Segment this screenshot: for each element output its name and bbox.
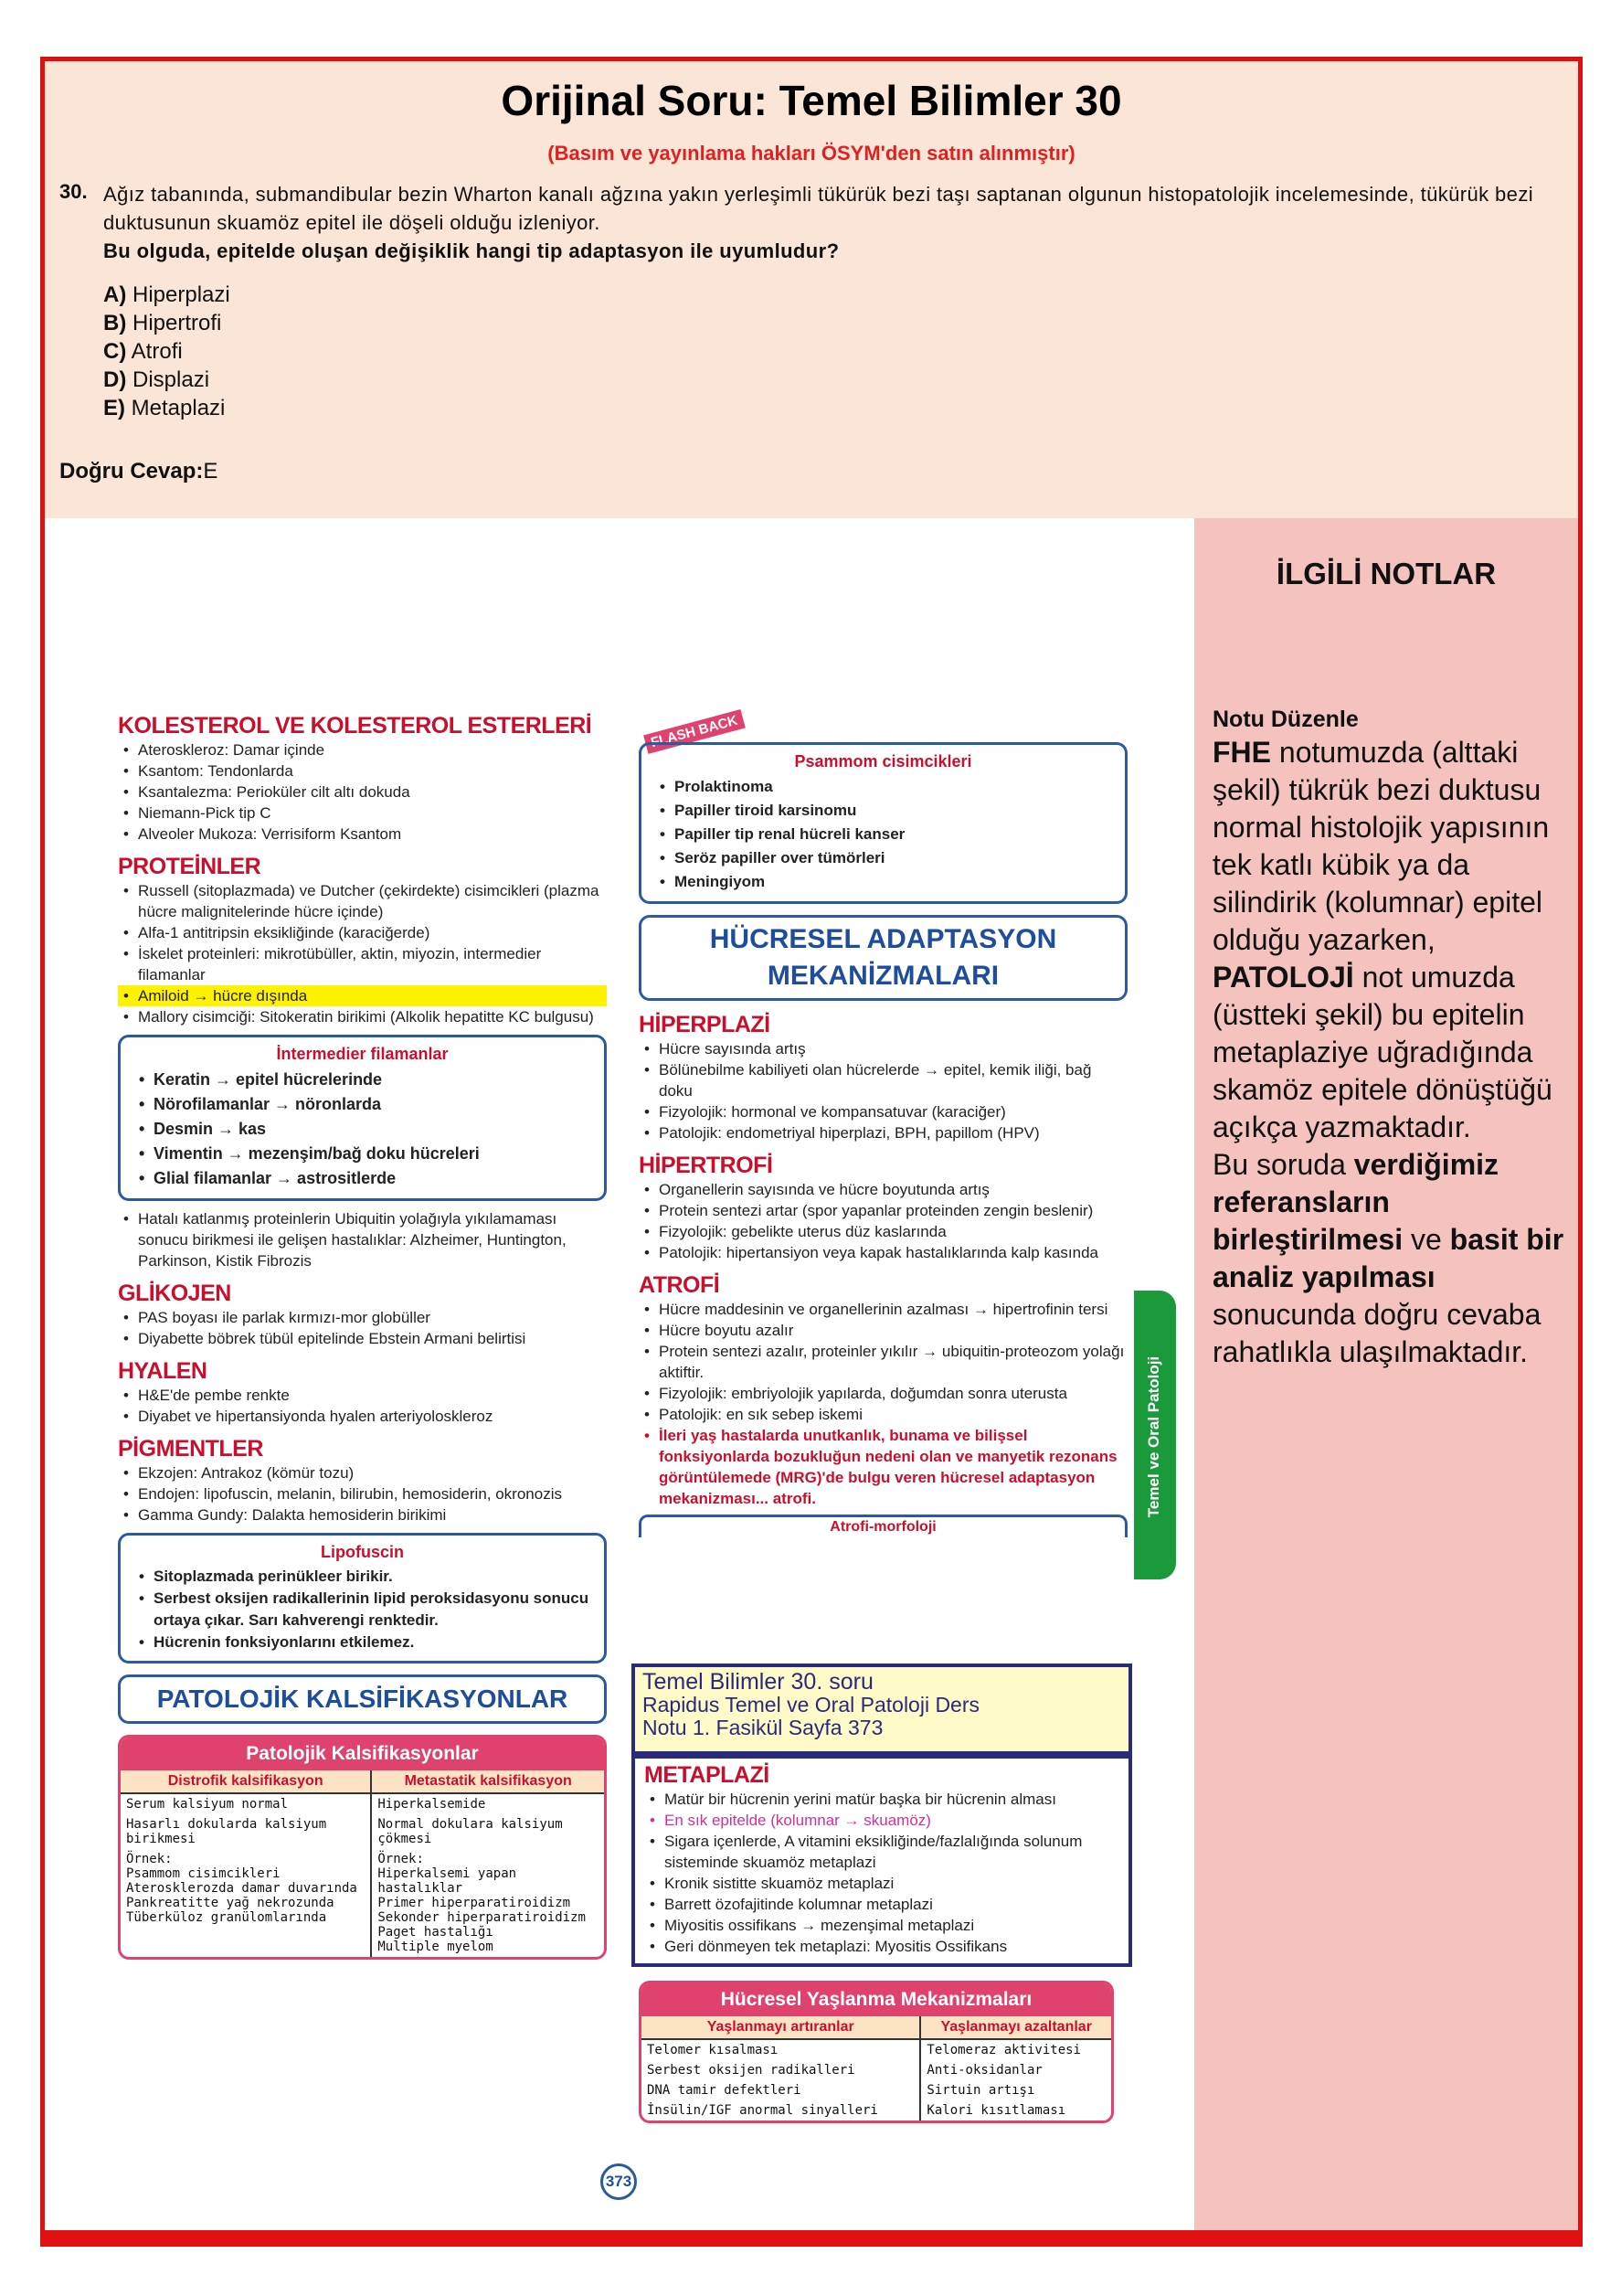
hiperplazi-heading: HİPERPLAZİ bbox=[639, 1012, 770, 1037]
page-frame bbox=[40, 57, 1583, 2247]
psammom-title: Psammom cisimcikleri bbox=[794, 752, 972, 771]
pigmentler-heading: PİGMENTLER bbox=[118, 1436, 263, 1462]
table-cell: DNA tamir defektleri bbox=[641, 2080, 920, 2100]
list-item: • Patolojik: hipertansiyon veya kapak hastalıklarında kalp kasında bbox=[639, 1242, 1128, 1263]
list-item: • Alfa-1 antitripsin eksikliğinde (karaciğerde) bbox=[118, 922, 607, 943]
notes-text-bold: verdiğimiz referansların birleştirilmesi bbox=[1213, 1148, 1499, 1256]
hipertrofi-heading: HİPERTROFİ bbox=[639, 1153, 773, 1178]
table-cell: Telomeraz aktivitesi bbox=[927, 2043, 1081, 2057]
list-item: • Geri dönmeyen tek metaplazi: Myositis Ossifikans bbox=[644, 1936, 1119, 1957]
list-item: • Barrett özofajitinde kolumnar metaplazi bbox=[644, 1894, 1119, 1915]
list-item: • Papiller tiroid karsinomu bbox=[654, 799, 1112, 823]
table-cell: Hasarlı dokularda kalsiyum birikmesi bbox=[121, 1814, 371, 1849]
table-cell: Serbest oksijen radikalleri bbox=[641, 2060, 920, 2080]
list-item: • Glial filamanlar → astrositlerde bbox=[133, 1166, 591, 1191]
list-item: • Ksantom: Tendonlarda bbox=[118, 760, 607, 781]
list-item: • Meningiyom bbox=[654, 870, 1112, 894]
list-item: • Kronik sistitte skuamöz metaplazi bbox=[644, 1873, 1119, 1894]
atrofi-heading: ATROFİ bbox=[639, 1272, 720, 1298]
proteinler-heading: PROTEİNLER bbox=[118, 854, 261, 879]
list-item: • Hatalı katlanmış proteinlerin Ubiquitin yolağıyla yıkılamaması sonucu birikmesi ile gelişen hastalıklar: Alzheimer, Huntington, Parkinson, Kistik Fibrozis bbox=[118, 1208, 607, 1271]
table-header: Yaşlanmayı azaltanlar bbox=[920, 2016, 1111, 2039]
metaplazi-heading: METAPLAZİ bbox=[644, 1762, 769, 1788]
table-cell: Örnek: Hiperkalsemi yapan hastalıklar Primer hiperparatiroidizm Sekonder hiperparatiroidizm Paget hastalığı Multiple myelom bbox=[377, 1852, 586, 1954]
list-item: • Protein sentezi artar (spor yapanlar proteinden zengin beslenir) bbox=[639, 1200, 1128, 1221]
kalsifikasyon-table-title: Patolojik Kalsifikasyonlar bbox=[121, 1738, 604, 1770]
list-item: • En sık epitelde (kolumnar → skuamöz) bbox=[644, 1810, 1119, 1831]
table-header: Distrofik kalsifikasyon bbox=[121, 1770, 371, 1793]
edit-note-link[interactable]: Notu Düzenle bbox=[1213, 707, 1359, 732]
table-cell: Sirtuin artışı bbox=[927, 2083, 1035, 2098]
callout-line-2: Rapidus Temel ve Oral Patoloji Ders bbox=[642, 1693, 980, 1717]
kalsifikasyon-title: PATOLOJİK KALSİFİKASYONLAR bbox=[118, 1674, 607, 1724]
list-item: • Patolojik: endometriyal hiperplazi, BPH, papillom (HPV) bbox=[639, 1122, 1128, 1143]
list-item: • Protein sentezi azalır, proteinler yıkılır → ubiquitin-proteozom yolağı aktiftir. bbox=[639, 1341, 1128, 1383]
table-cell: Hiperkalsemide bbox=[377, 1797, 486, 1812]
list-item: • Fizyolojik: hormonal ve kompansatuvar (karaciğer) bbox=[639, 1101, 1128, 1122]
list-item: • Seröz papiller over tümörleri bbox=[654, 846, 1112, 870]
correct-answer: Doğru Cevap:E bbox=[59, 459, 218, 484]
callout-line-3: Notu 1. Fasikül Sayfa 373 bbox=[642, 1716, 884, 1739]
question-title: Orijinal Soru: Temel Bilimler 30 bbox=[501, 77, 1122, 124]
list-item: • Organellerin sayısında ve hücre boyutunda artış bbox=[639, 1179, 1128, 1200]
notes-text-part: notumuzda (alttaki şekil) tükrük bezi duktusu normal histolojik yapısının tek katlı kübik ya da silindirik (kolumnar) epitel olduğu yazarken, bbox=[1213, 736, 1550, 956]
notes-fhe: FHE bbox=[1213, 736, 1271, 769]
list-item: • Alveoler Mukoza: Verrisiform Ksantom bbox=[118, 824, 607, 845]
list-item: • Serbest oksijen radikallerinin lipid peroksidasyonu sonucu ortaya çıkar. Sarı kahverengi renktedir. bbox=[133, 1588, 591, 1632]
list-item: • Mallory cisimciği: Sitokeratin birikimi (Alkolik hepatitte KC bulgusu) bbox=[118, 1006, 607, 1027]
list-item: • Bölünebilme kabiliyeti olan hücrelerde → epitel, kemik iliği, bağ doku bbox=[639, 1059, 1128, 1101]
intermedier-title: İntermedier filamanlar bbox=[276, 1045, 449, 1063]
list-item: • Patolojik: en sık sebep iskemi bbox=[639, 1404, 1128, 1425]
list-item: • PAS boyası ile parlak kırmızı-mor globüller bbox=[118, 1307, 607, 1328]
list-item: • Fizyolojik: gebelikte uterus düz kaslarında bbox=[639, 1221, 1128, 1242]
list-item: • İskelet proteinleri: mikrotübüller, aktin, miyozin, intermedier filamanlar bbox=[118, 943, 607, 985]
notes-text-bold: basit bir analiz yapılması bbox=[1213, 1223, 1564, 1293]
list-item: • Diyabette böbrek tübül epitelinde Ebstein Armani belirtisi bbox=[118, 1328, 607, 1349]
hyalen-heading: HYALEN bbox=[118, 1358, 207, 1384]
notes-text-part: not umuzda (üstteki şekil) bu epitelin metaplaziye uğradığında skamöz epitele dönüştüğü açıkça yazmaktadır. bbox=[1213, 961, 1552, 1143]
table-header: Metastatik kalsifikasyon bbox=[371, 1770, 604, 1793]
list-item: • İleri yaş hastalarda unutkanlık, bunama ve bilişsel fonksiyonlarda bozukluğun nedeni olan ve manyetik rezonans görüntülemede (MRG)'de bulgu veren hücresel adaptasyon mekanizması... atrofi. bbox=[639, 1425, 1128, 1509]
adaptasyon-title: HÜCRESEL ADAPTASYON MEKANİZMALARI bbox=[639, 915, 1128, 1001]
list-item: • Niemann-Pick tip C bbox=[118, 803, 607, 824]
question-number: 30. bbox=[59, 180, 88, 203]
option-a: A) Hiperplazi bbox=[103, 282, 230, 307]
list-item: • Gamma Gundy: Dalakta hemosiderin birikimi bbox=[118, 1504, 607, 1525]
list-item: • Prolaktinoma bbox=[654, 775, 1112, 799]
lipofuscin-title: Lipofuscin bbox=[321, 1543, 404, 1561]
list-item: • Ateroskleroz: Damar içinde bbox=[118, 739, 607, 760]
list-item: • Papiller tip renal hücreli kanser bbox=[654, 823, 1112, 846]
notes-patoloji: PATOLOJİ bbox=[1213, 961, 1354, 994]
yaslanma-table-title: Hücresel Yaşlanma Mekanizmaları bbox=[641, 1983, 1111, 2016]
option-b: B) Hipertrofi bbox=[103, 311, 222, 335]
atrofi-morfoloji-label: Atrofi-morfoloji bbox=[639, 1515, 1128, 1537]
table-header: Yaşlanmayı artıranlar bbox=[641, 2016, 920, 2039]
list-item: • Hücrenin fonksiyonlarını etkilemez. bbox=[133, 1632, 591, 1653]
list-item: • Desmin → kas bbox=[133, 1117, 591, 1142]
table-cell: Kalori kısıtlaması bbox=[927, 2103, 1066, 2118]
list-item: • Vimentin → mezenşim/bağ doku hücreleri bbox=[133, 1142, 591, 1166]
list-item: • Hücre boyutu azalır bbox=[639, 1320, 1128, 1341]
list-item: • Miyositis ossifikans → mezenşimal metaplazi bbox=[644, 1915, 1119, 1936]
question-stem: Ağız tabanında, submandibular bezin Wharton kanalı ağzına yakın yerleşimli tükürük bezi taşı saptanan olgunun histopatolojik incelemesinde, tükürük bezi duktusunun skuamöz epitel ile döşeli olduğu izleniyor. bbox=[103, 183, 1534, 234]
list-item: • Sitoplazmada perinükleer birikir. bbox=[133, 1566, 591, 1588]
list-item: • Sigara içenlerde, A vitamini eksikliğinde/fazlalığında solunum sisteminde skuamöz metaplazi bbox=[644, 1831, 1119, 1873]
kolesterol-heading: KOLESTEROL VE KOLESTEROL ESTERLERİ bbox=[118, 713, 592, 739]
flash-back-badge: FLASH BACK bbox=[644, 722, 745, 741]
table-cell: Serum kalsiyum normal bbox=[121, 1793, 371, 1814]
list-item: • Hücre sayısında artış bbox=[639, 1038, 1128, 1059]
list-item: • Endojen: lipofuscin, melanin, bilirubin, hemosiderin, okronozis bbox=[118, 1483, 607, 1504]
option-c: C) Atrofi bbox=[103, 339, 183, 364]
table-cell: Örnek: Psammom cisimcikleri Aterosklerozda damar duvarında Pankreatitte yağ nekrozunda Tüberküloz granülomlarında bbox=[121, 1849, 371, 1957]
list-item: • Matür bir hücrenin yerini matür başka bir hücrenin alması bbox=[644, 1789, 1119, 1810]
list-item: • Hücre maddesinin ve organellerinin azalması → hipertrofinin tersi bbox=[639, 1299, 1128, 1320]
notes-text-part: ve bbox=[1403, 1223, 1450, 1256]
notes-title: İLGİLİ NOTLAR bbox=[1276, 557, 1497, 590]
list-item: • H&E'de pembe renkte bbox=[118, 1385, 607, 1406]
table-cell: İnsülin/IGF anormal sinyalleri bbox=[641, 2100, 920, 2121]
bottom-bar bbox=[40, 2230, 1583, 2245]
callout-line-1: Temel Bilimler 30. soru bbox=[642, 1669, 874, 1695]
question-subtitle: (Basım ve yayınlama hakları ÖSYM'den satın alınmıştır) bbox=[547, 142, 1075, 165]
option-d: D) Displazi bbox=[103, 367, 210, 392]
list-item: • Fizyolojik: embriyolojik yapılarda, doğumdan sonra uterusta bbox=[639, 1383, 1128, 1404]
notes-text-part: sonucunda doğru cevaba rahatlıkla ulaşılmaktadır. bbox=[1213, 1298, 1542, 1368]
notes-text-part: Bu soruda bbox=[1213, 1148, 1354, 1181]
page-number: 373 bbox=[600, 2163, 637, 2200]
list-item: • Diyabet ve hipertansiyonda hyalen arteriyoloskleroz bbox=[118, 1406, 607, 1427]
side-tab-label: Temel ve Oral Patoloji bbox=[1145, 1355, 1162, 1518]
option-e: E) Metaplazi bbox=[103, 396, 226, 420]
list-item: • Russell (sitoplazmada) ve Dutcher (çekirdekte) cisimcikleri (plazma hücre malignitelerinde hücre içinde) bbox=[118, 880, 607, 922]
list-item: • Nörofilamanlar → nöronlarda bbox=[133, 1092, 591, 1117]
question-prompt: Bu olguda, epitelde oluşan değişiklik hangi tip adaptasyon ile uyumludur? bbox=[103, 239, 840, 262]
list-item: • Amiloid → hücre dışında bbox=[118, 985, 607, 1006]
table-cell: Telomer kısalması bbox=[641, 2039, 920, 2060]
list-item: • Ekzojen: Antrakoz (kömür tozu) bbox=[118, 1462, 607, 1483]
table-cell: Anti-oksidanlar bbox=[927, 2063, 1043, 2078]
list-item: • Ksantalezma: Perioküler cilt altı dokuda bbox=[118, 781, 607, 803]
glikojen-heading: GLİKOJEN bbox=[118, 1281, 231, 1306]
table-cell: Normal dokulara kalsiyum çökmesi bbox=[377, 1817, 563, 1846]
list-item: • Keratin → epitel hücrelerinde bbox=[133, 1068, 591, 1092]
